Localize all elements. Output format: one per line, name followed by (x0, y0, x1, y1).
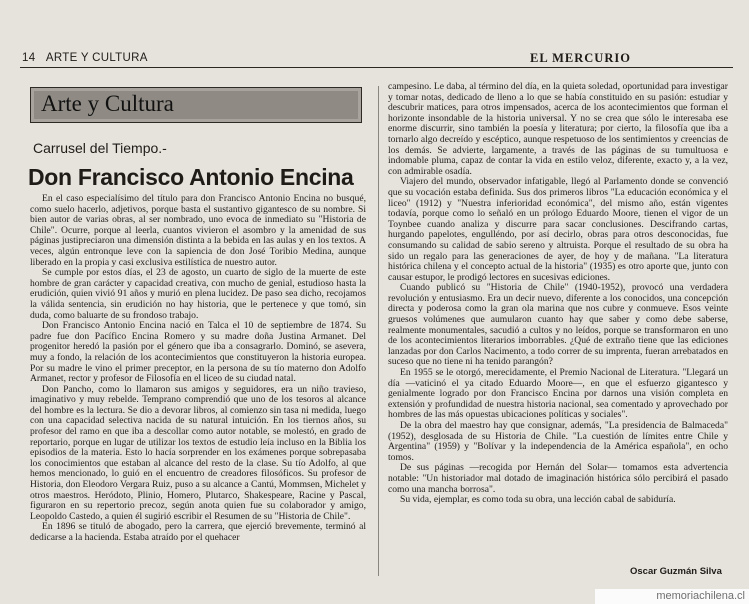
author-signature: Oscar Guzmán Silva (630, 566, 722, 577)
article-kicker: Carrusel del Tiempo.- (33, 140, 167, 156)
watermark-link[interactable]: memoriachilena.cl (595, 589, 749, 604)
section-banner (30, 87, 362, 123)
page-header-left (22, 52, 148, 64)
paragraph: De la obra del maestro hay que consignar, además, "La presidencia de Balmaceda" (1952), desglosada de su Historia de Chile. "La cuestión de límites entre Chile y Argentina" (1959) y "Bolívar y la independencia de la América española", en ocho tomos. (388, 420, 728, 463)
page-number: 14 (22, 52, 36, 64)
paragraph: Viajero del mundo, observador infatigable, llegó al Parlamento donde se convenció que su vocación estaba definida. Sus dos primeros libros "La educación económica y el liceo" (1912) y "Nuestra inferioridad económica", del mismo año, están vigentes todavía, porque como lo señaló en un prólogo Eduardo Moore, tienen el vigor de un Toynbee cuando analiza y discurre para sacar conclusiones. Descifrando cartas, hurgando papelotes, engulléndo, por así decirlo, obras para otros desconocidas, fue consumando su calidad de sabio sereno y altruista. Porque el resultado de su obra ha sido un regalo para las generaciones de ayer, de hoy y de mañana. "La literatura histórica chilena y el concepto actual de la historia" (1935) es otro aporte que, junto con causar estupor, le prodigó lectores en sucesivas ediciones. (388, 176, 728, 283)
paragraph: Don Pancho, como lo llamaron sus amigos y seguidores, era un niño travieso, imaginativo y muy rebelde. Temprano comprendió que uno de los tesoros al alcance del hombre es la lectura. Se dio a devorar libros, al comienzo sin tasa ni medida, luego con una capacidad selectiva nacida de su natural intuición. En los tiernos años, su profesor del ramo en que iba a descollar como autor notable, se molestó, en grado de reportario, porque en lugar de utilizar los textos de estudio leía incluso en la Biblia los episodios de la materia. Esto lo hacía sorprender en los exámenes porque sobrepasaba los conocimientos que estaban al alcance del resto de la clase. Su tío Adolfo, al que hemos mencionado, lo guió en el encuentro de creadores filosóficos. Su profesor de Historia, don Eleodoro Vergara Ruiz, puso a su alcance a Cantú, Mommsen, Michelet y otros maestros. Heródoto, Plinio, Homero, Plutarco, Shakespeare, Racine y Pascal, figuraron en su repertorio precoz, según anota quien fue su colaborador y amigo, Leopoldo Castedo, a quien él sugirió escribir el Resumen de su "Historia de Chile". (30, 383, 366, 522)
article-title: Don Francisco Antonio Encina (28, 164, 354, 190)
paragraph: En 1896 se tituló de abogado, pero la carrera, que ejerció brevemente, terminó al dedicarse a la hacienda. Estaba atraído por el quehacer (30, 521, 366, 543)
paragraph: Se cumple por estos días, el 23 de agosto, un cuarto de siglo de la muerte de este hombre de gran carácter y capacidad creativa, con mucho de genial, estudioso hasta la erudición, quien vivió 91 años y murió en plena lucidez. De paso sea dicho, recojamos la válida sentencia, sin erudición no hay historia, que le pertenece y que tomó, sin duda, como baluarte de su frondoso trabajo. (30, 267, 366, 321)
paragraph: En 1955 se le otorgó, merecidamente, el Premio Nacional de Literatura. "Llegará un día —vaticinó el ya citado Eduardo Moore—, en que el esfuerzo gigantesco y genialmente logrado por don Francisco Encina por darnos una visión completa en extensión y profundidad de nuestra historia nacional, sea comentado y aprovechado por hombres de las más opuestas ubicaciones políticas y sociales". (388, 367, 728, 421)
paragraph: En el caso especialísimo del título para don Francisco Antonio Encina no busqué, como suelo hacerlo, adjetivos, porque basta el sustantivo gigantesco de su nombre. Si bien autor de varias obras, al ser nombrado, uno evoca de inmediato su "Historia de Chile". Ocurre, porque al leerla, cuantos vivieron el asombro y la amenidad de sus páginas justipreciaron una dimensión distinta a la bebida en las aulas y en los textos. A veces, algún entronque leve con la sapiencia de don José Toribio Medina, aunque liberado en la propia y casi exclusiva estilística de nuestro autor. (30, 194, 366, 268)
paragraph: De sus páginas —recogida por Hernán del Solar— tomamos esta advertencia notable: "Un historiador mal dotado de imaginación histórica sólo percibirá el pasado como una mancha borrosa". (388, 462, 728, 495)
section-name: ARTE Y CULTURA (45, 52, 148, 64)
banner-label: Arte y Cultura (41, 91, 174, 116)
right-column (388, 82, 728, 562)
header-rule (20, 67, 733, 68)
paragraph: campesino. Le daba, al término del día, en la quieta soledad, oportunidad para investigar y tomar notas, dedicado de lleno a lo que se había constituido en su pasión: estudiar y descubrir matices, para otros impensados, acerca de los acontecimientos que forman el horizonte insondable de la historia universal. Y no se crea que sólo le interesaba ese enorme discurrir, sino también la poesía y literatura; por cierto, la filosofía que iba a tornarlo algo decreído y escéptico, aunque respetuoso de los sentimientos y creencias de los demás. Se advierte, largamente, a través de las páginas de su tumultuosa e indomable pluma, capaz de contar la vida en estilo veloz, diferente, exacto y, a la vez, con admirable osadía. (388, 82, 728, 177)
paragraph: Cuando publicó su "Historia de Chile" (1940-1952), provocó una verdadera revolución y entusiasmo. Era un decir nuevo, diferente a los conocidos, una concepción directa y poderosa como la gran ola marina que nos cubre y conmueve. Esos veinte gruesos volúmenes que aumularon cuanto hay que saber y como debe saberse, realmente monumentales, sacudió a cultos y no leídos, porque se transformaron en uno de los acontecimientos literarios imborrables. ¿Qué de extraño tiene que las ediciones lanzadas por don Carlos Nacimento, a todo correr de su imprenta, fueran arrebatados en suceso que no tiene ni ha tenido parangón? (388, 282, 728, 368)
paragraph: Su vida, ejemplar, es como toda su obra, una lección cabal de sabiduría. (400, 494, 676, 506)
paragraph: Don Francisco Antonio Encina nació en Talca el 10 de septiembre de 1874. Su padre fue don Pacífico Encina Romero y su madre doña Justina Armanet. Del progenitor heredó la pasión por el género que iba a consagrarlo. Dominó, se asevera, muy a fondo, la relación de los acontecimientos que constituyeron la historia europea. Por su madre le vino el primer preceptor, en la persona de su tío materno don Adolfo Armanet, rector y profesor de Filosofía en el liceo de su ciudad natal. (30, 320, 366, 385)
newspaper-name: EL MERCURIO (530, 51, 631, 65)
left-column (30, 194, 366, 594)
column-divider (378, 86, 379, 576)
